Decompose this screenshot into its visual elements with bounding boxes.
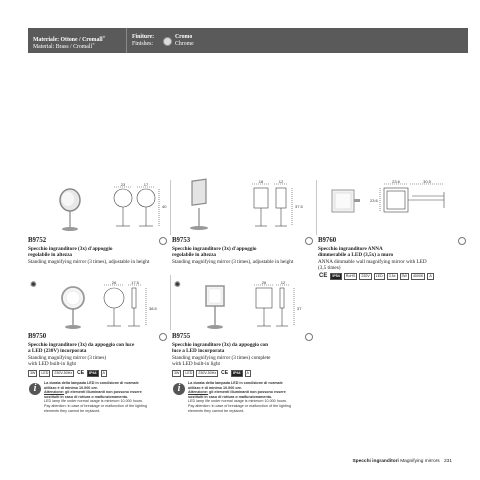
dim-label: 38.5 — [149, 306, 157, 311]
select-circle-b9750[interactable] — [159, 333, 167, 341]
select-circle-b9760[interactable] — [458, 237, 466, 245]
product-image-b9753 — [172, 178, 314, 234]
led-note-b9755: La durata della lampada LED in condizione di normale utilizzo è di minimo 10.000 ore. Attenzione: gli elementi illuminanti non possono essere sostituiti in caso di rottura o malfunzionamento. LED lamp life under normal usage is minimum 10.000 hours. Pay attention: in case of breakage or malfunction of the lighting elements they cannot be replaced. — [188, 381, 291, 413]
dim-label: 37.5 — [295, 204, 303, 209]
dim-label: 40 — [162, 204, 167, 209]
separator — [316, 180, 317, 235]
header-bar — [28, 28, 468, 53]
badge: A — [429, 274, 432, 278]
ce-mark: CE — [319, 273, 328, 279]
badge: 3W — [401, 274, 407, 278]
badge: A — [246, 371, 249, 375]
product-code-b9750: B9750 — [28, 333, 47, 340]
dim-label: 17.5 — [131, 280, 139, 285]
materials-label: Materiale: Ottone / Cromall® — [33, 35, 106, 43]
badges-b9760 — [318, 273, 434, 280]
badge-rohs: RoHS — [345, 274, 356, 278]
select-circle-b9753[interactable] — [305, 237, 313, 245]
led-light-icon: ✺ — [174, 280, 181, 289]
finish-name-en: Chrome — [175, 41, 194, 47]
footer-section-en: Magnifying mirrors — [400, 459, 440, 464]
product-image-b9760 — [318, 178, 468, 234]
materials-label-en: Material: Brass / Cromall® — [33, 42, 95, 50]
badge: 3,5x — [388, 274, 396, 278]
badges-b9755 — [172, 370, 251, 377]
dim-label: 17 — [143, 182, 149, 187]
finish-label-en: Finishes: — [132, 41, 153, 47]
led-light-icon: ✺ — [30, 280, 37, 289]
product-code-b9760: B9760 — [318, 237, 337, 244]
dim-label: 12 — [278, 179, 284, 184]
product-desc-b9752: Specchio ingranditore (3x) d'appoggio regolabile in altezza Standing magnifying mirror (3 times), adjustable in height — [28, 246, 150, 265]
dim-label: 23.6 — [392, 179, 400, 184]
product-image-b9750 — [28, 278, 168, 332]
badge-ip: IP54 — [332, 274, 340, 278]
dim-label: 26 — [111, 280, 117, 285]
page-footer — [352, 459, 452, 464]
badge: 230V-50Hz — [198, 371, 217, 375]
product-code-b9752: B9752 — [28, 237, 47, 244]
product-desc-b9750: Specchio ingranditore (3x) da appoggio con luce a LED (230V) incorporata Standing magnifying mirror (3 times) with LED built-in light — [28, 342, 135, 367]
product-desc-b9753: Specchio ingranditore (3x) d'appoggio regolabile in altezza Standing magnifying mirror (3 times), adjustable in height — [172, 246, 294, 265]
select-circle-b9755[interactable] — [305, 333, 313, 341]
badges-b9750 — [28, 370, 107, 377]
badge: 230V-50Hz — [54, 371, 73, 375]
dim-label: 23 — [120, 182, 126, 187]
badge-ip: IP44 — [233, 371, 241, 375]
separator — [170, 180, 171, 235]
info-icon: i — [29, 383, 41, 395]
product-desc-b9755: Specchio ingranditore (3x) da appoggio con luce a LED incorporata Standing magnifying mirror (3 times) complete with LED built-in light — [172, 342, 271, 367]
badge: 4000K — [412, 274, 424, 278]
dim-label: 18 — [258, 179, 264, 184]
dim-label: 37 — [297, 306, 302, 311]
badge: LED — [375, 274, 383, 278]
ce-mark: CE — [77, 370, 85, 376]
badge: LED — [41, 371, 49, 375]
header-divider — [126, 28, 127, 53]
badge: 3W — [30, 371, 36, 375]
info-icon: i — [173, 383, 185, 395]
page-number: 231 — [443, 459, 452, 464]
ce-mark: CE — [221, 370, 229, 376]
badge: 230V — [361, 274, 370, 278]
product-image-b9755 — [172, 278, 314, 332]
badge: LED — [185, 371, 193, 375]
finish-label: Finiture: — [132, 34, 155, 40]
product-desc-b9760: Specchio ingranditore ANNA dimmerabile a LED (3,5x) a muro ANNA dimmable wall magnifying mirror with LED (3,5 times) — [318, 246, 427, 271]
product-code-b9755: B9755 — [172, 333, 191, 340]
badge: A — [102, 371, 105, 375]
separator — [170, 275, 171, 330]
finish-name: Cromo — [175, 34, 193, 40]
dim-label: 23.6 — [370, 198, 378, 203]
badge-ip: IP44 — [89, 371, 97, 375]
chrome-swatch — [163, 37, 172, 46]
dim-label: 26 — [261, 280, 267, 285]
dim-label: 12 — [280, 280, 286, 285]
product-image-b9752 — [28, 178, 168, 234]
led-note-b9750: La durata della lampada LED in condizione di normale utilizzo è di minimo 10.000 ore. Attenzione: gli elementi illuminanti non possono essere sostituiti in caso di rottura o malfunzionamento. LED lamp life under normal usage is minimum 10.000 hours. Pay attention: in case of breakage or malfunction of the lighting elements they cannot be replaced. — [44, 381, 147, 413]
product-code-b9753: B9753 — [172, 237, 191, 244]
footer-section-it: Specchi ingranditori — [352, 459, 399, 464]
dim-label: 30.5 — [423, 179, 431, 184]
select-circle-b9752[interactable] — [159, 237, 167, 245]
badge: 3W — [174, 371, 180, 375]
